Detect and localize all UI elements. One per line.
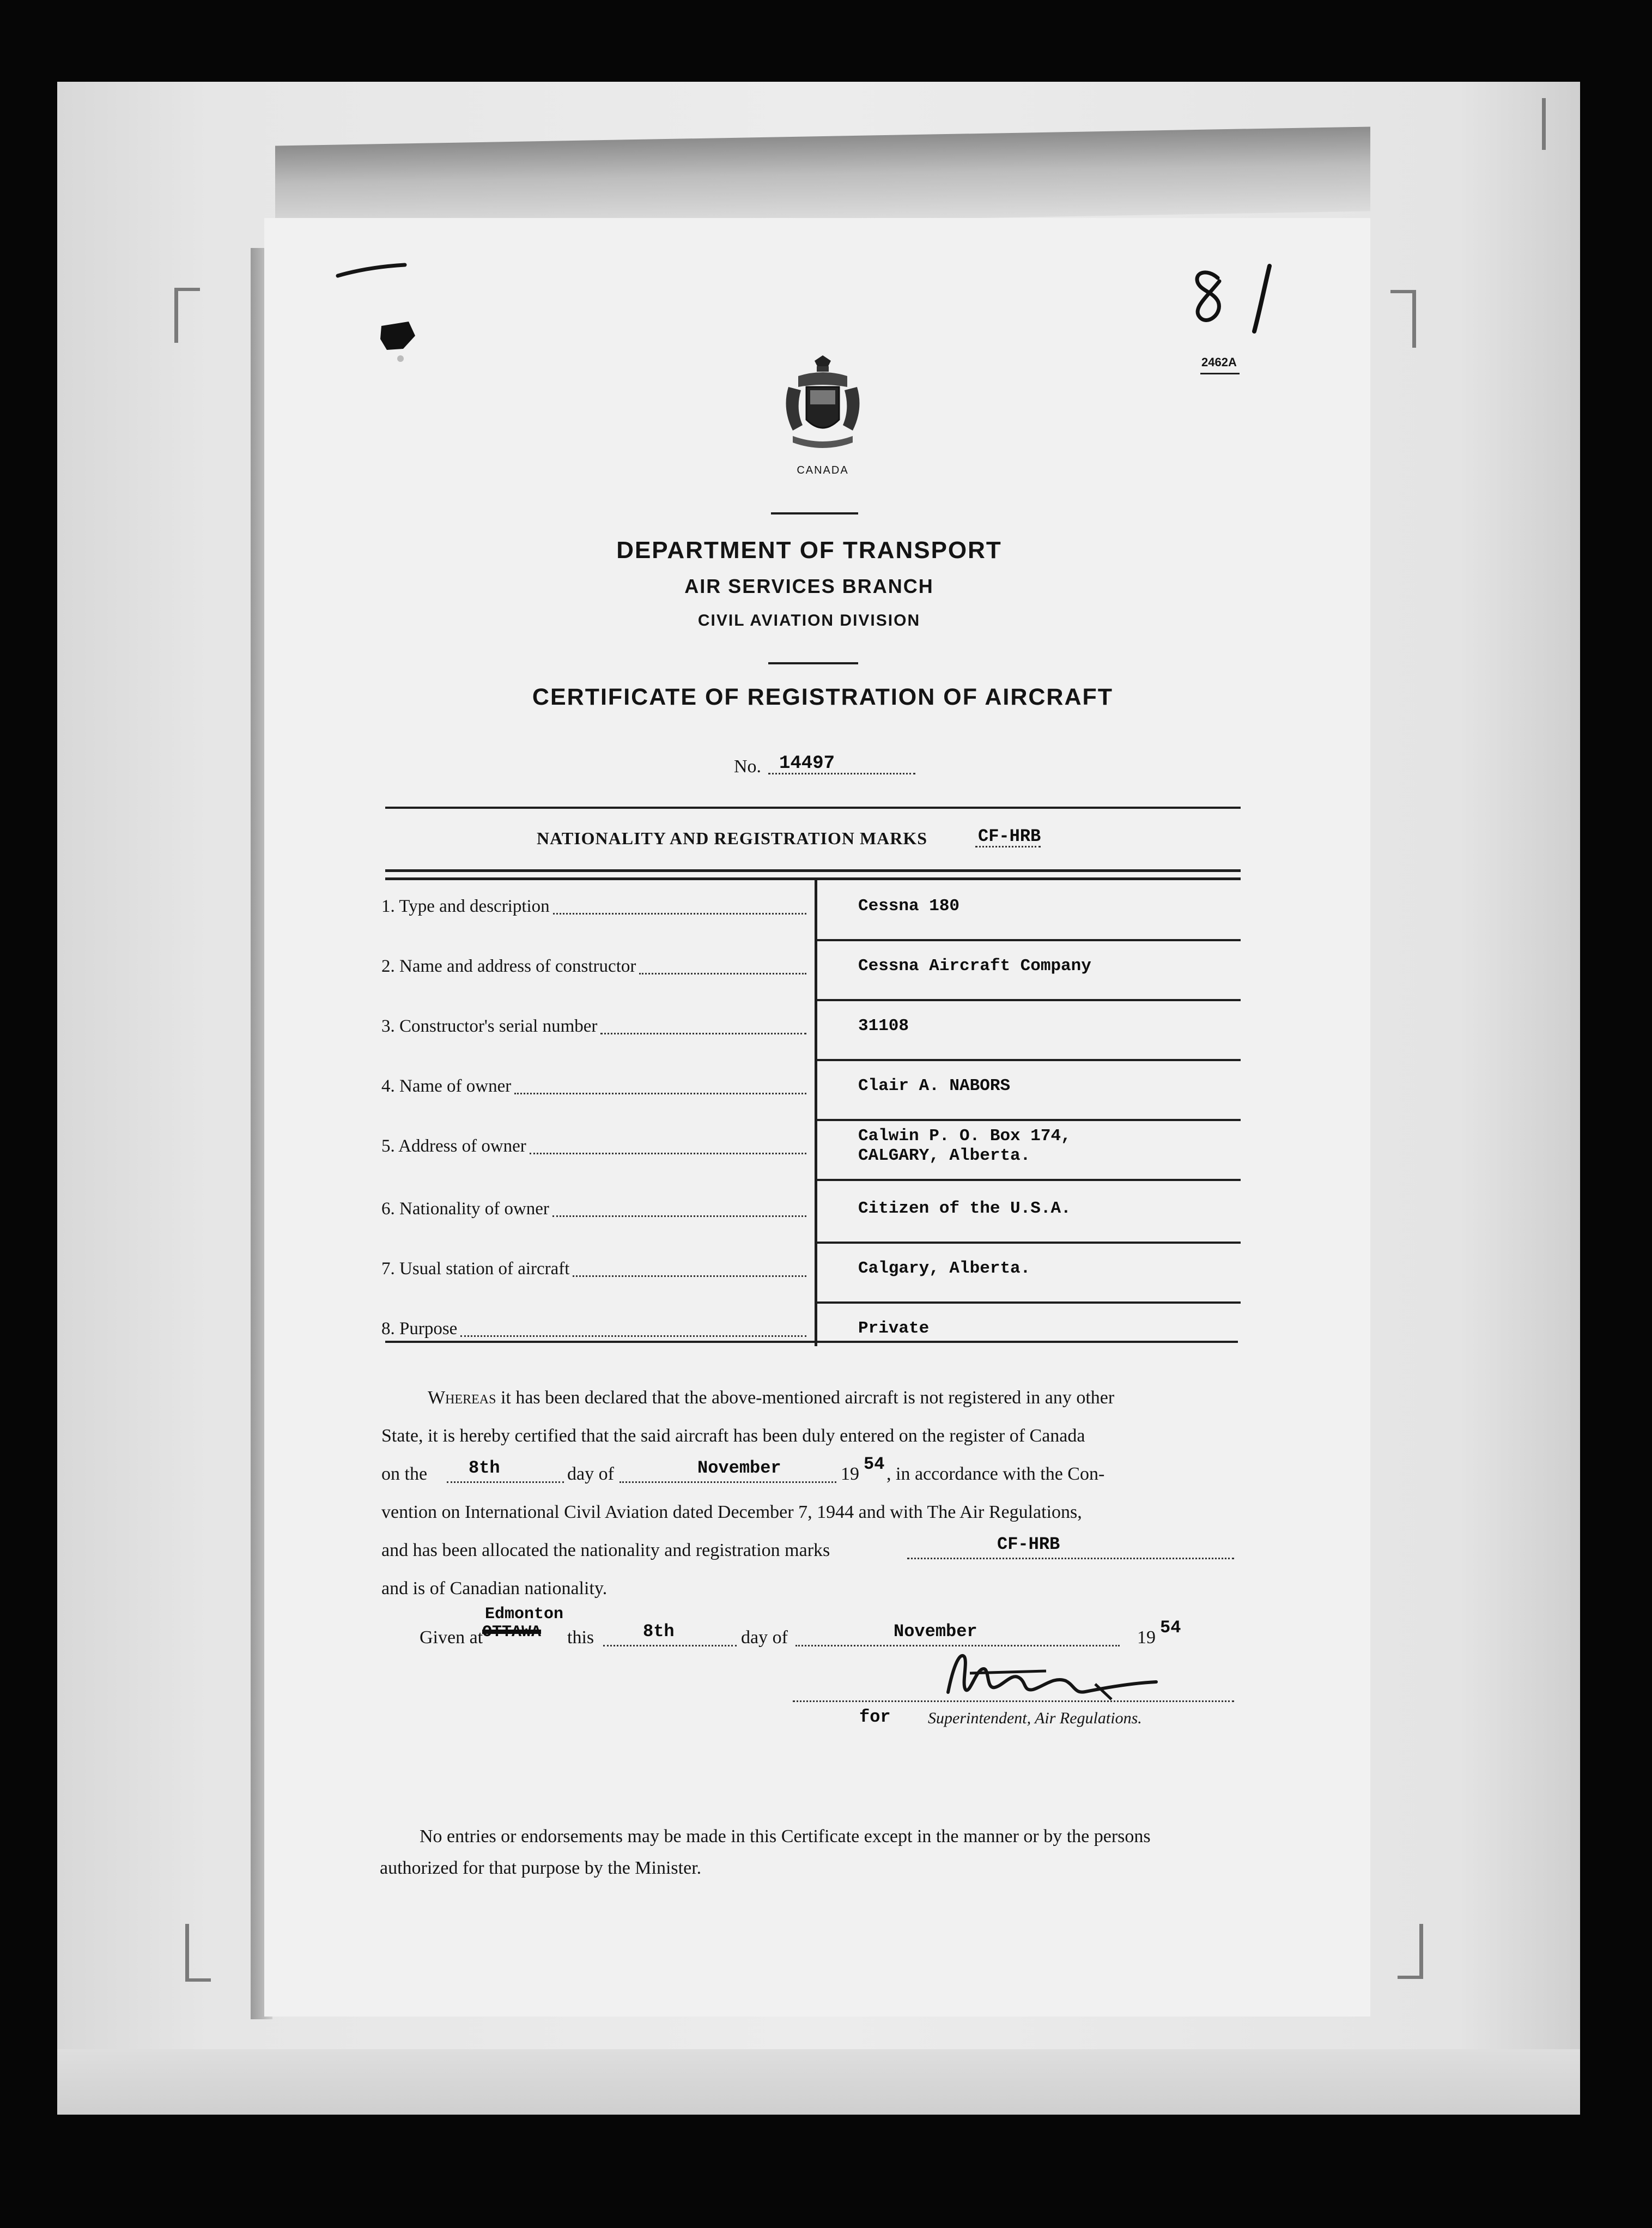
corner-bracket-bottom-right xyxy=(1398,1924,1423,1979)
declaration-line-2: State, it is hereby certified that the said aircraft has been duly entered on the register of Canada xyxy=(381,1426,1085,1446)
signature-for: for xyxy=(859,1707,891,1727)
division-heading: CIVIL AVIATION DIVISION xyxy=(697,612,921,629)
table-row-value-4: Clair A. NABORS xyxy=(858,1076,1011,1095)
table-row-rule-5 xyxy=(816,1179,1241,1181)
registration-year-prefix: 19 xyxy=(841,1464,859,1484)
declaration-line-4: vention on International Civil Aviation dated December 7, 1944 and with The Air Regulations, xyxy=(381,1502,1082,1522)
allocated-marks-dots xyxy=(907,1558,1234,1559)
certificate-number: 14497 xyxy=(779,753,835,774)
table-row-rule-3 xyxy=(816,1059,1241,1061)
certificate-title: CERTIFICATE OF REGISTRATION OF AIRCRAFT xyxy=(532,684,1114,710)
table-row-value-8: Private xyxy=(858,1319,930,1338)
table-row-rule-2 xyxy=(816,999,1241,1001)
divider-top xyxy=(771,512,858,514)
table-column-divider xyxy=(815,880,817,1346)
registration-day-of-label: day of xyxy=(567,1464,614,1484)
table-row-rule-7 xyxy=(816,1301,1241,1304)
double-rule-2 xyxy=(385,877,1241,880)
given-at-label: Given at xyxy=(420,1627,483,1648)
table-row-label-5: 5. Address of owner xyxy=(381,1136,526,1156)
certificate-no-label: No. xyxy=(734,756,762,777)
table-row-leader-dots-6 xyxy=(552,1215,806,1217)
declaration-line-5: and has been allocated the nationality and registration marks xyxy=(381,1540,830,1560)
certificate-sheet xyxy=(264,218,1370,2017)
table-row-value-2: Cessna Aircraft Company xyxy=(858,956,1091,976)
declaration-line-1 xyxy=(428,1379,1114,1417)
table-row-label-6: 6. Nationality of owner xyxy=(381,1199,549,1219)
given-day-value: 8th xyxy=(643,1621,675,1642)
form-number-underline xyxy=(1200,373,1240,374)
table-row-rule-1 xyxy=(816,939,1241,941)
table-row-leader-dots-4 xyxy=(514,1093,806,1094)
table-row-rule-4 xyxy=(816,1119,1241,1121)
table-row-value-5: Calwin P. O. Box 174, xyxy=(858,1127,1071,1146)
corner-bracket-top-left xyxy=(174,288,200,343)
table-row-label-2: 2. Name and address of constructor xyxy=(381,956,636,976)
department-heading: DEPARTMENT OF TRANSPORT xyxy=(616,537,1002,564)
table-row-leader-dots-7 xyxy=(573,1275,806,1277)
given-day-dots xyxy=(603,1645,737,1646)
table-row-leader-dots-5 xyxy=(530,1153,806,1154)
given-year-suffix: 54 xyxy=(1160,1618,1181,1638)
table-row-leader-dots-1 xyxy=(553,913,806,915)
given-month-value: November xyxy=(894,1621,977,1642)
form-number: 2462A xyxy=(1201,355,1237,369)
photo-mount-bottom-edge xyxy=(57,2049,1580,2115)
handwritten-signature xyxy=(932,1635,1166,1717)
coat-of-arms-caption: CANADA xyxy=(797,464,849,476)
nationality-marks-label: NATIONALITY AND REGISTRATION MARKS xyxy=(537,828,928,848)
allocated-marks-value: CF-HRB xyxy=(997,1534,1060,1554)
table-row-leader-dots-3 xyxy=(600,1033,806,1034)
given-this-label: this xyxy=(567,1627,594,1648)
declaration-text-1: it has been declared that the above-mentioned aircraft is not registered in any other xyxy=(500,1388,1115,1408)
mount-edge-mark xyxy=(1542,98,1547,150)
registration-month-value: November xyxy=(697,1458,781,1478)
table-row-value-3: 31108 xyxy=(858,1016,909,1036)
table-row-label-7: 7. Usual station of aircraft xyxy=(381,1259,570,1279)
declaration-line-3-tail: , in accordance with the Con- xyxy=(886,1464,1105,1484)
corner-bracket-top-right xyxy=(1390,290,1416,348)
given-year-prefix: 19 xyxy=(1137,1627,1156,1648)
given-place-typed: Edmonton xyxy=(485,1605,564,1624)
table-row-value-line2-5: CALGARY, Alberta. xyxy=(858,1146,1031,1165)
signature-title: Superintendent, Air Regulations. xyxy=(928,1709,1142,1727)
table-row-label-4: 4. Name of owner xyxy=(381,1076,512,1096)
table-row-leader-dots-2 xyxy=(639,973,806,974)
table-row-label-8: 8. Purpose xyxy=(381,1319,458,1339)
registration-month-dots xyxy=(620,1481,836,1483)
table-row-value-7: Calgary, Alberta. xyxy=(858,1259,1031,1278)
declaration-line-6: and is of Canadian nationality. xyxy=(381,1578,608,1599)
ink-blot xyxy=(376,316,425,365)
table-row-rule-6 xyxy=(816,1242,1241,1244)
whereas-word: Whereas xyxy=(428,1388,496,1408)
divider-middle xyxy=(768,662,858,664)
corner-bracket-bottom-left xyxy=(185,1924,211,1982)
registration-year-suffix: 54 xyxy=(864,1454,885,1474)
pen-mark xyxy=(335,261,411,282)
double-rule-1 xyxy=(385,869,1241,872)
registration-day-value: 8th xyxy=(469,1458,500,1478)
table-row-leader-dots-8 xyxy=(460,1335,806,1337)
rule-above-marks xyxy=(385,807,1241,809)
footer-line-2: authorized for that purpose by the Minister. xyxy=(380,1858,702,1878)
nationality-marks-value: CF-HRB xyxy=(978,826,1041,846)
given-place-struck: OTTAWA xyxy=(482,1623,542,1642)
registration-day-dots xyxy=(447,1481,564,1483)
declaration-line-3 xyxy=(381,1455,1253,1493)
branch-heading: AIR SERVICES BRANCH xyxy=(684,575,934,597)
table-row-value-1: Cessna 180 xyxy=(858,897,960,916)
table-row-label-3: 3. Constructor's serial number xyxy=(381,1016,598,1036)
on-the-label: on the xyxy=(381,1464,428,1484)
table-bottom-rule xyxy=(385,1341,1238,1343)
table-row-label-1: 1. Type and description xyxy=(381,897,550,916)
given-day-of-label: day of xyxy=(741,1627,788,1648)
coat-of-arms-icon xyxy=(776,354,869,463)
handwritten-page-number xyxy=(1188,256,1286,338)
footer-line-1: No entries or endorsements may be made in this Certificate except in the manner or by the persons xyxy=(420,1826,1151,1846)
table-row-value-6: Citizen of the U.S.A. xyxy=(858,1199,1071,1218)
